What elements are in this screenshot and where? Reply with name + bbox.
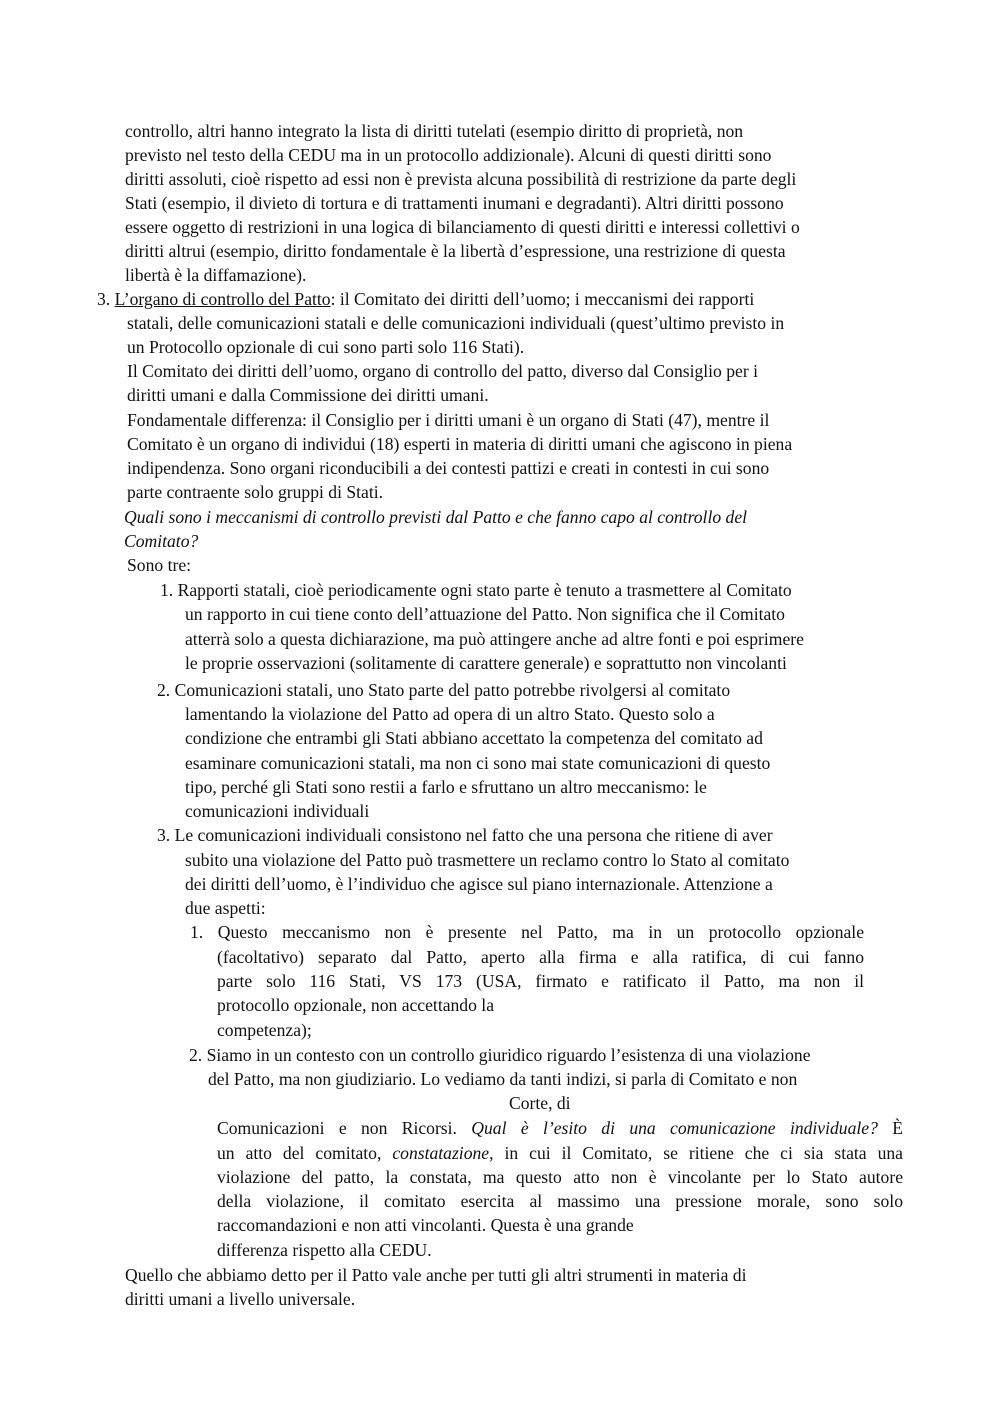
text-line: della violazione, il comitato esercita al massimo una pressione morale, sono solo (217, 1191, 903, 1211)
text-line: del Patto, ma non giudiziario. Lo vediamo da tanti indizi, si parla di Comitato e non (208, 1069, 798, 1089)
text-line: protocollo opzionale, non accettando la (217, 995, 494, 1015)
section-heading: L’organo di controllo del Patto (114, 289, 331, 309)
text-line: diritti assoluti, cioè rispetto ad essi non è prevista alcuna possibilità di restrizione da parte degli (125, 169, 797, 189)
text-line: 2. Comunicazioni statali, uno Stato parte del patto potrebbe rivolgersi al comitato (157, 680, 731, 700)
text-line: tipo, perché gli Stati sono restii a farlo e sfruttano un altro meccanismo: le (185, 777, 707, 797)
text-line: (facoltativo) separato dal Patto, aperto alla firma e alla ratifica, di cui fanno (217, 947, 864, 967)
text-line: parte solo 116 Stati, VS 173 (USA, firmato e ratificato il Patto, ma non il (217, 971, 864, 991)
text-line: raccomandazioni e non atti vincolanti. Questa è una grande (217, 1215, 634, 1235)
text-line: esaminare comunicazioni statali, ma non ci sono mai state comunicazioni di questo (185, 753, 771, 773)
text-line: Stati (esempio, il divieto di tortura e di trattamenti inumani e degradanti). Altri diritti possono (125, 193, 784, 213)
text-line: lamentando la violazione del Patto ad opera di un altro Stato. Questo solo a (185, 704, 715, 724)
text-line: 2. Siamo in un contesto con un controllo giuridico riguardo l’esistenza di una violazione (189, 1045, 811, 1065)
text-line: dei diritti dell’uomo, è l’individuo che agisce sul piano internazionale. Attenzione a (185, 874, 773, 894)
text-line: essere oggetto di restrizioni in una logica di bilanciamento di questi diritti e interessi collettivi o (125, 217, 800, 237)
text-line: statali, delle comunicazioni statali e delle comunicazioni individuali (quest’ultimo previsto in (127, 313, 785, 333)
text-line: un Protocollo opzionale di cui sono parti solo 116 Stati). (127, 337, 525, 357)
text-line: un atto del comitato, constatazione, in cui il Comitato, se ritiene che ci sia stata una (217, 1143, 903, 1163)
text-line: parte contraente solo gruppi di Stati. (127, 482, 384, 502)
text-line: un rapporto in cui tiene conto dell’attuazione del Patto. Non significa che il Comitato (185, 604, 785, 624)
text-line: diritti umani a livello universale. (125, 1289, 356, 1309)
text-line: condizione che entrambi gli Stati abbiano accettato la competenza del comitato ad (185, 728, 763, 748)
text-line: Fondamentale differenza: il Consiglio per i diritti umani è un organo di Stati (47), mentre il (127, 410, 770, 430)
question-inline: Qual è l’esito di una comunicazione individuale? (471, 1118, 878, 1138)
term-inline: constatazione (392, 1143, 490, 1163)
text-line: atterrà solo a questa dichiarazione, ma può attingere anche ad altre fonti e poi esprimere (185, 629, 804, 649)
text-line: 1. Questo meccanismo non è presente nel Patto, ma in un protocollo opzionale (190, 922, 864, 942)
section-number: 3. (97, 289, 115, 309)
text-line: competenza); (217, 1020, 312, 1040)
text-line: indipendenza. Sono organi riconducibili a dei contesti pattizi e creati in contesti in cui sono (127, 458, 770, 478)
text-line: 3. Le comunicazioni individuali consistono nel fatto che una persona che ritiene di aver (157, 825, 773, 845)
text-line: comunicazioni individuali (185, 801, 370, 821)
text-line: diritti altrui (esempio, diritto fondamentale è la libertà d’espressione, una restrizione di questa (125, 241, 786, 261)
section-heading-line (97, 287, 754, 311)
text-line: differenza rispetto alla CEDU. (217, 1240, 432, 1260)
text-line: 1. Rapporti statali, cioè periodicamente ogni stato parte è tenuto a trasmettere al Comitato (160, 580, 792, 600)
text-line: Corte, di (509, 1093, 571, 1113)
sono-tre-line: Sono tre: (127, 555, 192, 575)
text-line: diritti umani e dalla Commissione dei diritti umani. (127, 385, 489, 405)
text-line: violazione del patto, la constata, ma questo atto non è vincolante per lo Stato autore (217, 1167, 903, 1187)
section-heading-rest: : il Comitato dei diritti dell’uomo; i meccanismi dei rapporti (330, 289, 755, 309)
question-line: Quali sono i meccanismi di controllo previsti dal Patto e che fanno capo al controllo del (124, 507, 748, 527)
text-line: Comitato è un organo di individui (18) esperti in materia di diritti umani che agiscono in piena (127, 434, 793, 454)
text-line: Comunicazioni e non Ricorsi. Qual è l’esito di una comunicazione individuale? È (217, 1118, 903, 1138)
text-line: previsto nel testo della CEDU ma in un protocollo addizionale). Alcuni di questi diritti sono (125, 145, 772, 165)
question-line: Comitato? (124, 531, 199, 551)
text-line: subito una violazione del Patto può trasmettere un reclamo contro lo Stato al comitato (185, 850, 790, 870)
text-line: libertà è la diffamazione). (125, 265, 307, 285)
text-line: Il Comitato dei diritti dell’uomo, organo di controllo del patto, diverso dal Consiglio per i (127, 361, 759, 381)
text-line: controllo, altri hanno integrato la lista di diritti tutelati (esempio diritto di proprietà, non (125, 121, 744, 141)
text-line: le proprie osservazioni (solitamente di carattere generale) e soprattutto non vincolanti (185, 653, 787, 673)
text-line: due aspetti: (185, 898, 266, 918)
text-line: Quello che abbiamo detto per il Patto vale anche per tutti gli altri strumenti in materia di (125, 1265, 747, 1285)
